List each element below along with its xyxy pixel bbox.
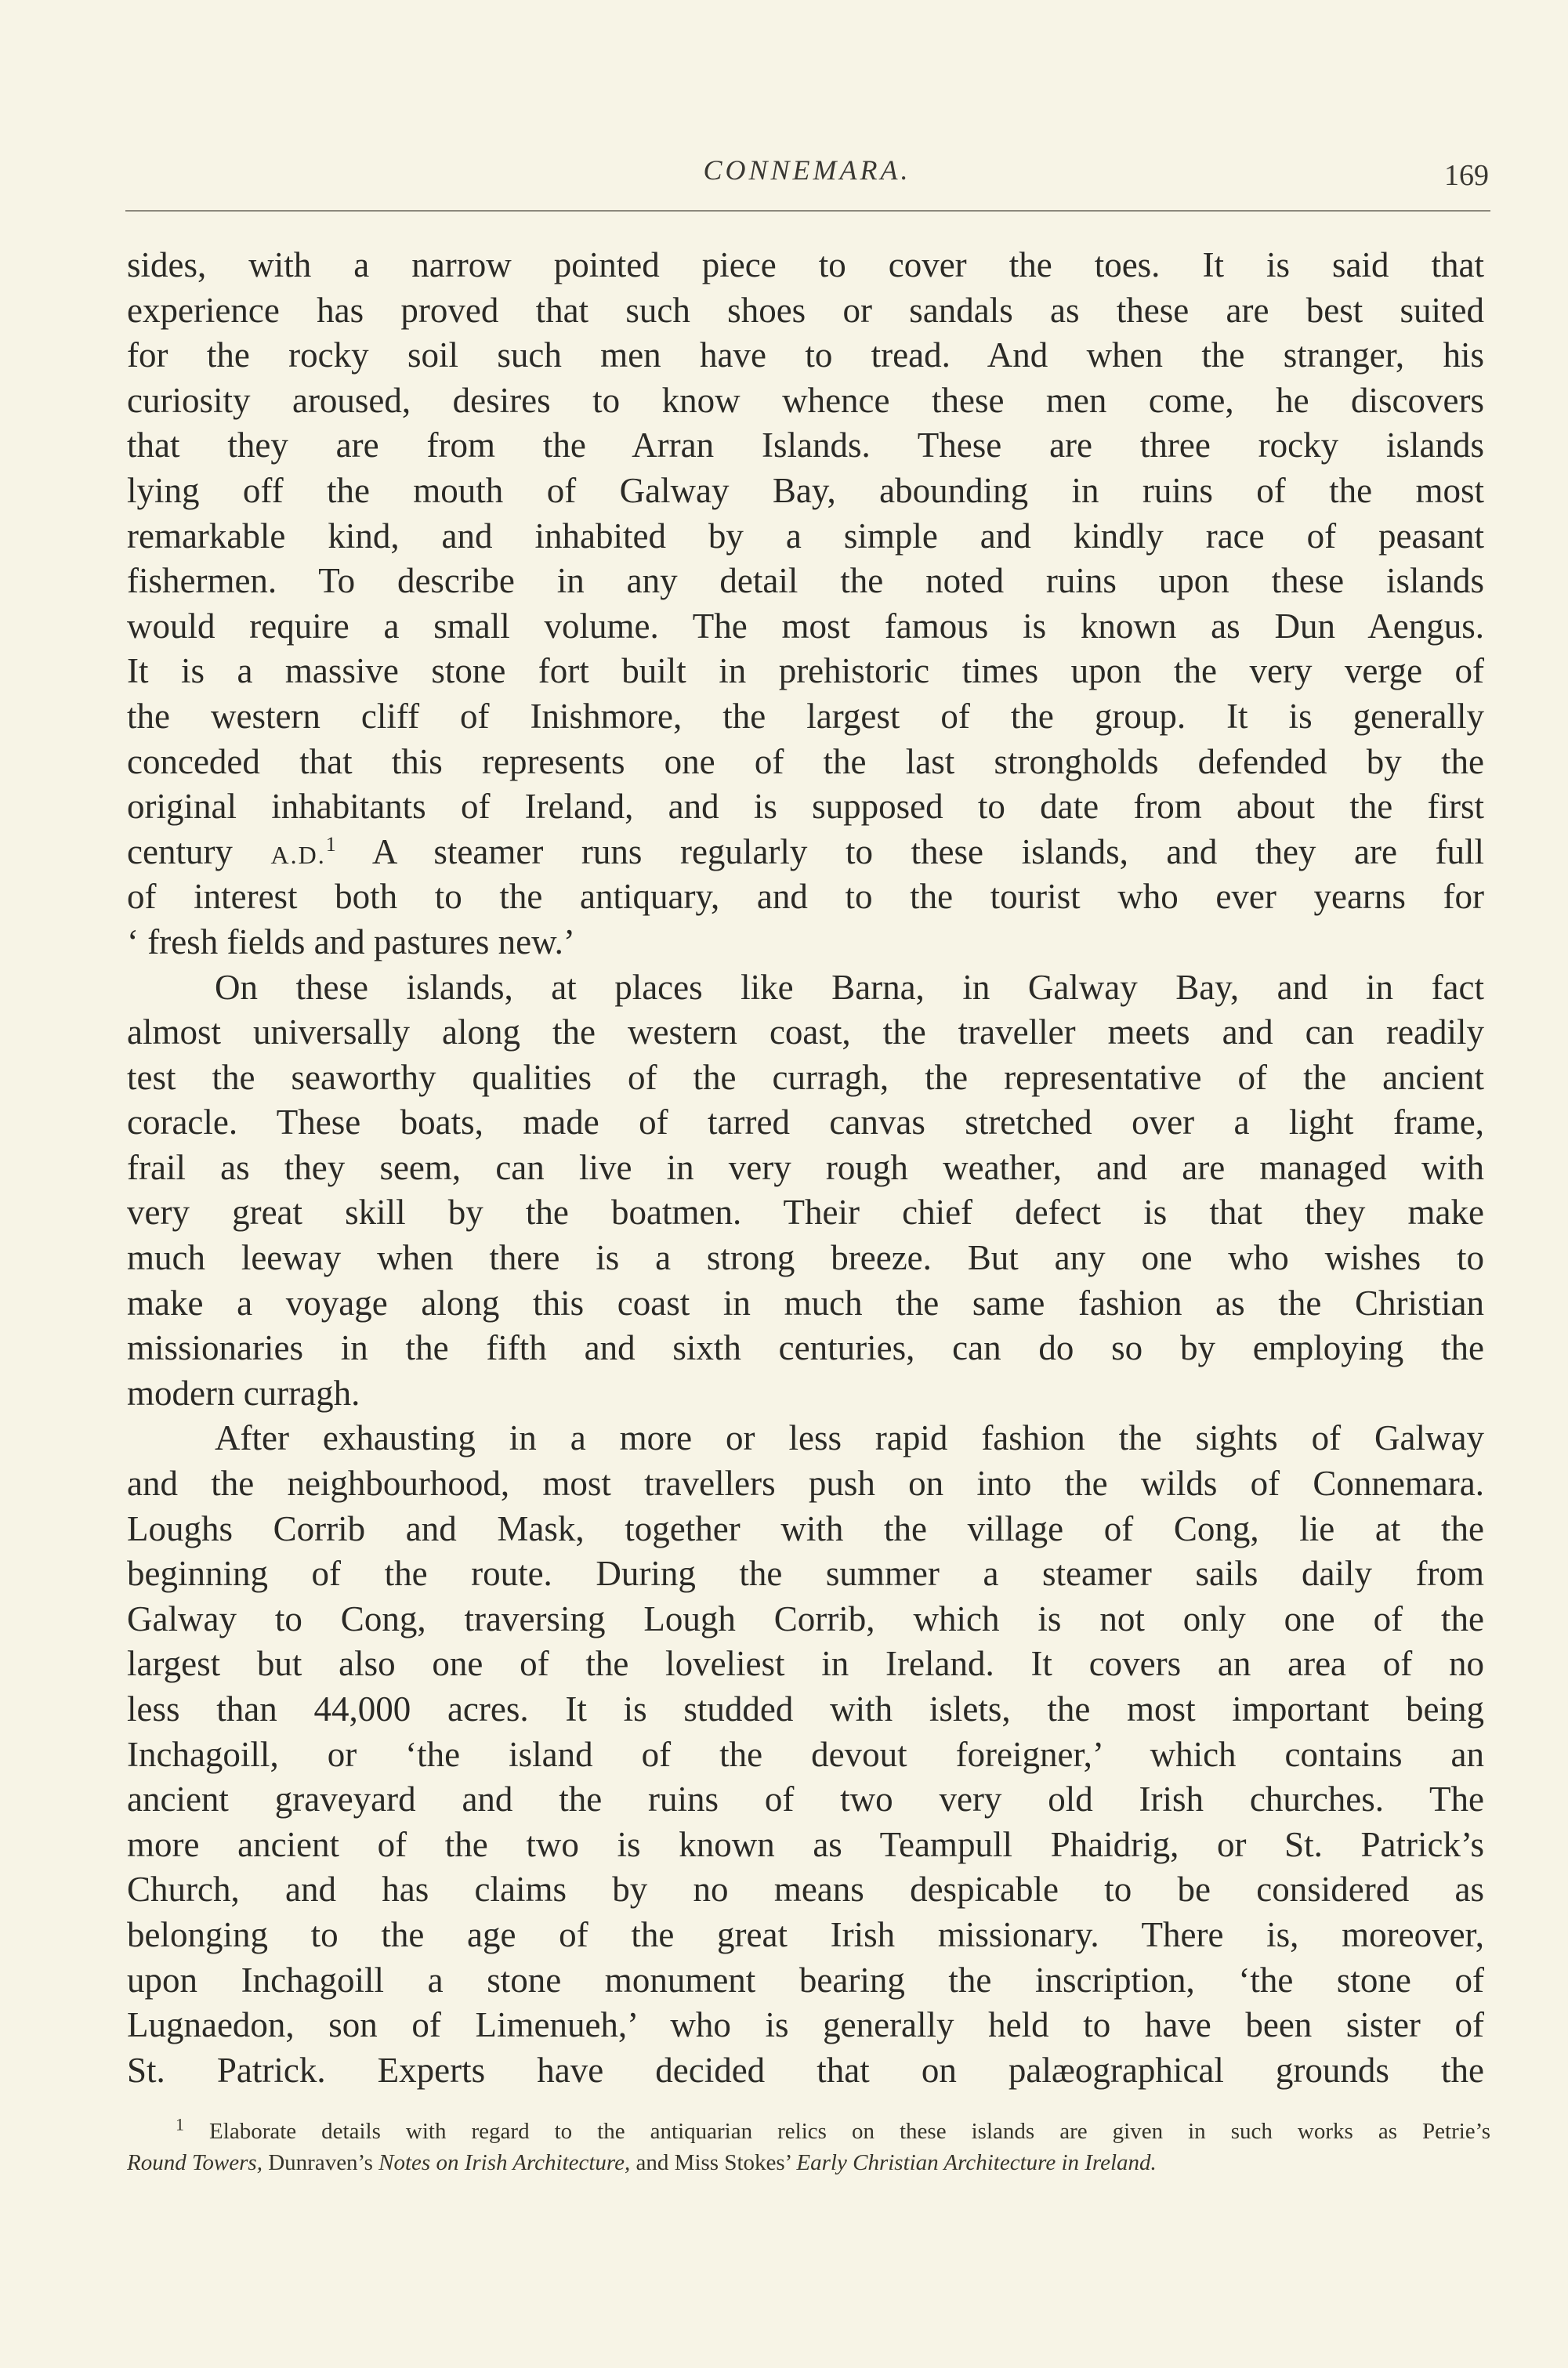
text-line: upon Inchagoill a stone monument bearing the inscription, ‘the stone of — [127, 1960, 1484, 2000]
text-line: that they are from the Arran Islands. These are three rocky islands — [127, 425, 1484, 465]
text-line-with-footnote-ref — [127, 830, 1484, 875]
footnote-reference: 1 — [325, 832, 336, 856]
text-line: curiosity aroused, desires to know whence these men come, he discovers — [127, 380, 1484, 420]
text-line: modern curragh. — [127, 1373, 360, 1413]
footnote-work-title: Round Towers, — [127, 2150, 263, 2175]
running-title: CONNEMARA. — [703, 154, 911, 186]
running-head — [125, 147, 1489, 202]
text-line: ancient graveyard and the ruins of two very old Irish churches. The — [127, 1780, 1484, 1819]
body-text — [127, 243, 1484, 2093]
text-line: largest but also one of the loveliest in Ireland. It covers an area of no — [127, 1644, 1484, 1684]
footnote-work-title: Early Christian Architecture in Ireland. — [796, 2150, 1157, 2175]
text-line: beginning of the route. During the summer a steamer sails daily from — [127, 1554, 1484, 1594]
text-line: and the neighbourhood, most travellers push on into the wilds of Connemara. — [127, 1464, 1484, 1504]
era-abbreviation: A.D. — [270, 840, 326, 869]
text-line: St. Patrick. Experts have decided that on palæographical grounds the — [127, 2050, 1484, 2090]
text-line: Church, and has claims by no means despicable to be considered as — [127, 1870, 1484, 1910]
footnote-line — [127, 2116, 1490, 2147]
text-line: would require a small volume. The most famous is known as Dun Aengus. — [127, 606, 1484, 646]
page-number: 169 — [1444, 159, 1489, 192]
line-prefix: century — [127, 831, 271, 871]
text-line: Galway to Cong, traversing Lough Corrib, which is not only one of the — [127, 1599, 1484, 1638]
text-line: fishermen. To describe in any detail the noted ruins upon these islands — [127, 561, 1484, 601]
text-line: It is a massive stone fort built in prehistoric times upon the very verge of — [127, 651, 1484, 691]
text-line: for the rocky soil such men have to tread. And when the stranger, his — [127, 335, 1484, 375]
footnote-work-title: Notes on Irish Architecture, — [378, 2150, 631, 2175]
footnote-text: Dunraven’s — [262, 2150, 379, 2175]
text-line: original inhabitants of Ireland, and is supposed to date from about the first — [127, 787, 1484, 827]
text-line: coracle. These boats, made of tarred canvas stretched over a light frame, — [127, 1103, 1484, 1142]
text-line: Inchagoill, or ‘the island of the devout foreigner,’ which contains an — [127, 1734, 1484, 1774]
text-line: more ancient of the two is known as Teampull Phaidrig, or St. Patrick’s — [127, 1824, 1484, 1864]
text-line: of interest both to the antiquary, and to the tourist who ever yearns for — [127, 877, 1484, 917]
text-line: test the seaworthy qualities of the curragh, the representative of the ancient — [127, 1057, 1484, 1097]
text-line: experience has proved that such shoes or sandals as these are best suited — [127, 290, 1484, 330]
text-line: belonging to the age of the great Irish missionary. There is, moreover, — [127, 1914, 1484, 1954]
text-line: lying off the mouth of Galway Bay, abounding in ruins of the most — [127, 470, 1484, 510]
text-line: the western cliff of Inishmore, the largest of the group. It is generally — [127, 696, 1484, 736]
header-rule — [125, 210, 1490, 212]
text-line: less than 44,000 acres. It is studded with islets, the most important being — [127, 1689, 1484, 1729]
text-line: sides, with a narrow pointed piece to cover the toes. It is said that — [127, 245, 1484, 284]
footnote — [127, 2116, 1490, 2178]
footnote-text: Elaborate details with regard to the antiquarian relics on these islands are given in such works as Petrie’s — [209, 2119, 1490, 2144]
line-suffix: A steamer runs regularly to these islands, and they are full — [335, 831, 1484, 871]
text-line: conceded that this represents one of the last strongholds defended by the — [127, 741, 1484, 781]
text-line: much leeway when there is a strong breeze. But any one who wishes to — [127, 1238, 1484, 1278]
text-line: very great skill by the boatmen. Their chief defect is that they make — [127, 1193, 1484, 1233]
footnote-line — [127, 2147, 1490, 2178]
text-line: Lugnaedon, son of Limenueh,’ who is generally held to have been sister of — [127, 2005, 1484, 2045]
text-line: missionaries in the fifth and sixth centuries, can do so by employing the — [127, 1328, 1484, 1368]
text-line: ‘ fresh fields and pastures new.’ — [127, 921, 575, 961]
text-line: almost universally along the western coast, the traveller meets and can readily — [127, 1012, 1484, 1052]
footnote-mark: 1 — [176, 2116, 184, 2134]
text-line: make a voyage along this coast in much the same fashion as the Christian — [127, 1283, 1484, 1323]
paragraph-start: On these islands, at places like Barna, in Galway Bay, and in fact — [215, 967, 1484, 1007]
text-line: Loughs Corrib and Mask, together with the village of Cong, lie at the — [127, 1508, 1484, 1548]
text-line: remarkable kind, and inhabited by a simple and kindly race of peasant — [127, 516, 1484, 556]
paragraph-start: After exhausting in a more or less rapid fashion the sights of Galway — [215, 1418, 1484, 1458]
text-line: frail as they seem, can live in very rough weather, and are managed with — [127, 1147, 1484, 1187]
footnote-text: and Miss Stokes’ — [630, 2150, 797, 2175]
